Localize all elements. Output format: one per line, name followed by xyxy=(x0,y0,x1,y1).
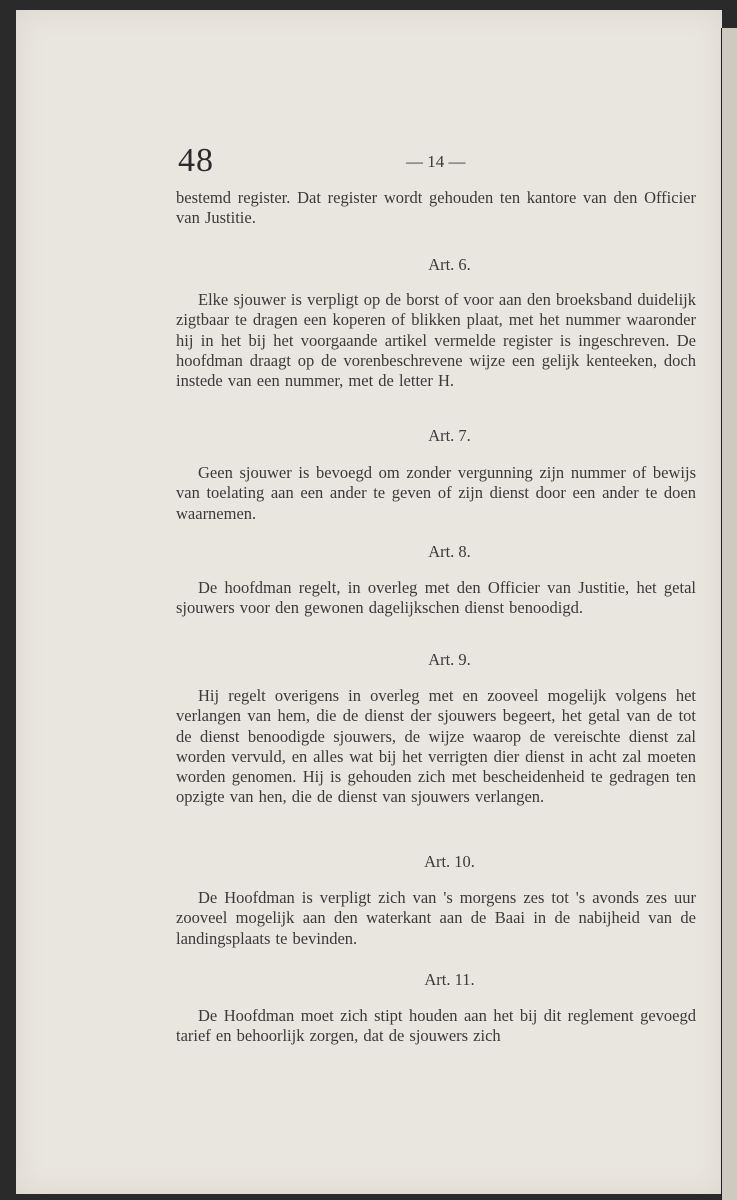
article-6-heading: Art. 6. xyxy=(428,255,471,274)
article-11-text: De Hoofdman moet zich stipt houden aan het bij dit reglement gevoegd tarief en behoorlijk zorgen, dat de sjouwers zich xyxy=(176,1006,696,1046)
running-head: — 14 — xyxy=(406,152,466,171)
article-11-heading: Art. 11. xyxy=(424,970,475,989)
article-10-heading: Art. 10. xyxy=(424,852,475,871)
article-8-heading: Art. 8. xyxy=(428,542,471,561)
article-6-text: Elke sjouwer is verpligt op de borst of voor aan den broeksband duidelijk zigtbaar te dragen een koperen of blikken plaat, met het nummer waaronder hij in het bij het voorgaande artikel vermelde register is ingeschreven. De hoofdman draagt op de vorenbeschrevene wijze een gelijk kenteeken, doch instede van een nummer, met de letter H. xyxy=(176,290,696,391)
article-10-text: De Hoofdman is verpligt zich van 's morgens zes tot 's avonds zes uur zooveel mogelijk aan den waterkant aan de Baai in de nabijheid van de landingsplaats te bevinden. xyxy=(176,888,696,948)
page-number: 48 xyxy=(178,142,214,179)
article-7-text: Geen sjouwer is bevoegd om zonder vergunning zijn nummer of bewijs van toelating aan een ander te geven of zijn dienst door een ander te doen waarnemen. xyxy=(176,463,696,523)
article-7-heading: Art. 7. xyxy=(428,426,471,445)
next-page-edge xyxy=(722,28,737,1200)
intro-paragraph: bestemd register. Dat register wordt gehouden ten kantore van den Officier van Justitie. xyxy=(176,188,696,228)
article-8-text: De hoofdman regelt, in overleg met den Officier van Justitie, het getal sjouwers voor den gewonen dagelijkschen dienst benoodigd. xyxy=(176,578,696,618)
article-9-text: Hij regelt overigens in overleg met en zooveel mogelijk volgens het verlangen van hem, die de dienst der sjouwers begeert, het getal van de tot de dienst benoodigde sjouwers, de wijze waarop de vereischte dienst zal worden vervuld, en alles wat bij het verrigten dier dienst in acht zal moeten worden genomen. Hij is gehouden zich met bescheidenheid te gedragen ten opzigte van hen, die de dienst van sjouwers verlangen. xyxy=(176,686,696,807)
article-9-heading: Art. 9. xyxy=(428,650,471,669)
